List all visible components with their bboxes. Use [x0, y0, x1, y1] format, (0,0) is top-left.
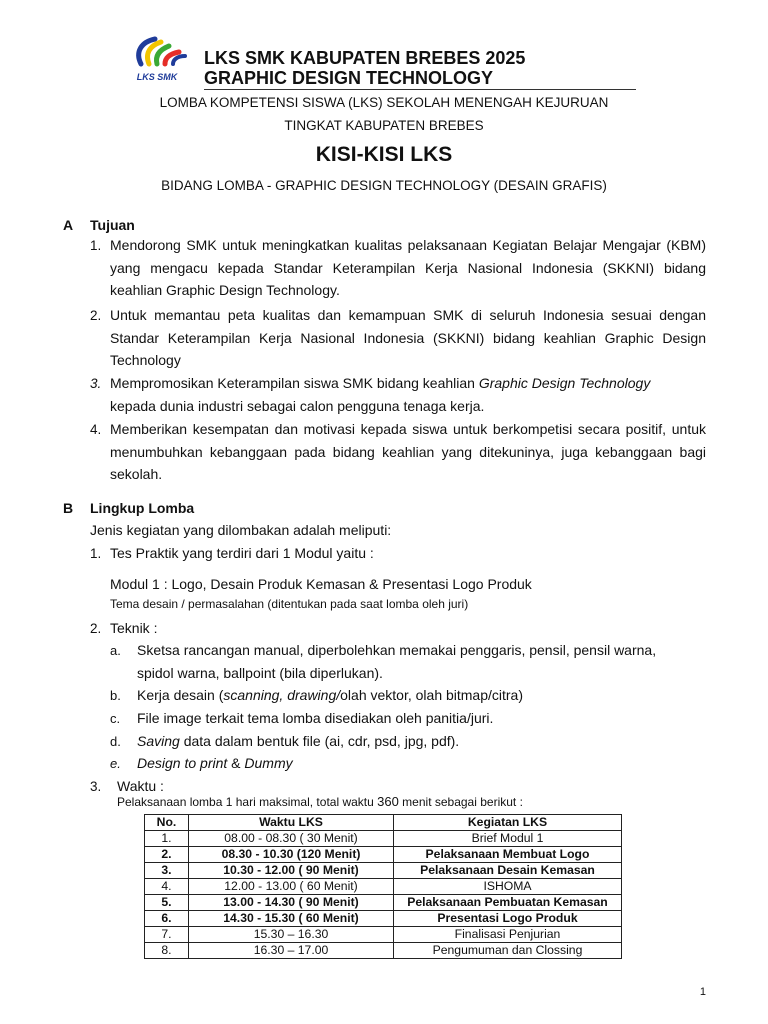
teknik-a-letter: a.	[110, 643, 121, 658]
teknik-e-letter: e.	[110, 756, 121, 771]
teknik-c-letter: c.	[110, 711, 121, 726]
cell-no: 6.	[145, 911, 189, 927]
cell-kegiatan: Finalisasi Penjurian	[394, 927, 622, 943]
cell-kegiatan: Pelaksanaan Desain Kemasan	[394, 863, 622, 879]
teknik-a-text-line1: Sketsa rancangan manual, diperbolehkan memakai penggaris, pensil, pensil warna,	[137, 642, 657, 658]
col-header-kegiatan: Kegiatan LKS	[394, 815, 622, 831]
schedule-body	[145, 831, 622, 959]
subtitle-line1: LOMBA KOMPETENSI SISWA (LKS) SEKOLAH MENENGAH KEJURUAN	[159, 95, 609, 110]
cell-kegiatan: Pelaksanaan Pembuatan Kemasan	[394, 895, 622, 911]
b-item3-text: Waktu :	[117, 778, 164, 794]
table-row	[145, 927, 622, 943]
b-item1-text: Tes Praktik yang terdiri dari 1 Modul yaitu :	[110, 545, 374, 561]
table-row	[145, 943, 622, 959]
cell-kegiatan: Brief Modul 1	[394, 831, 622, 847]
section-a-letter: A	[63, 217, 74, 233]
cell-kegiatan: Pelaksanaan Membuat Logo	[394, 847, 622, 863]
section-b-intro: Jenis kegiatan yang dilombakan adalah meliputi:	[90, 522, 392, 538]
teknik-e-text: Design to print & Dummy	[137, 755, 293, 771]
header-title-line2: GRAPHIC DESIGN TECHNOLOGY	[204, 68, 494, 88]
lks-smk-logo	[127, 36, 191, 84]
cell-waktu: 13.00 - 14.30 ( 90 Menit)	[189, 895, 394, 911]
cell-kegiatan: Pengumuman dan Clossing	[394, 943, 622, 959]
cell-waktu: 16.30 – 17.00	[189, 943, 394, 959]
a-item4-number: 4.	[90, 422, 102, 437]
table-row	[145, 911, 622, 927]
b-item3-number: 3.	[90, 779, 102, 794]
table-row	[145, 863, 622, 879]
cell-kegiatan: ISHOMA	[394, 879, 622, 895]
table-row	[145, 847, 622, 863]
section-a-title: Tujuan	[90, 217, 135, 233]
a-item2-number: 2.	[90, 308, 102, 323]
cell-waktu: 15.30 – 16.30	[189, 927, 394, 943]
table-row	[145, 879, 622, 895]
col-header-no: No.	[145, 815, 189, 831]
teknik-c-text: File image terkait tema lomba disediakan oleh panitia/juri.	[137, 710, 494, 726]
cell-waktu: 14.30 - 15.30 ( 60 Menit)	[189, 911, 394, 927]
table-header-row	[145, 815, 622, 831]
teknik-b-text: Kerja desain (scanning, drawing/olah vektor, olah bitmap/citra)	[137, 687, 524, 703]
b-item1-number: 1.	[90, 546, 102, 561]
cell-waktu: 10.30 - 12.00 ( 90 Menit)	[189, 863, 394, 879]
col-header-waktu: Waktu LKS	[189, 815, 394, 831]
section-b-title: Lingkup Lomba	[90, 500, 195, 516]
teknik-a-text-line2: spidol warna, ballpoint (bila diperlukan).	[137, 665, 383, 681]
cell-no: 5.	[145, 895, 189, 911]
teknik-d-letter: d.	[110, 734, 121, 749]
page-title: KISI-KISI LKS	[315, 143, 453, 166]
a-item3-number: 3.	[90, 376, 102, 391]
cell-no: 8.	[145, 943, 189, 959]
svg-text:LKS SMK: LKS SMK	[136, 72, 178, 82]
a-item1-text: Mendorong SMK untuk meningkatkan kualitas pelaksanaan Kegiatan Belajar Mengajar (KBM) yang mengacu kepada Standar Keterampilan Kerja Nasional Indonesia (SKKNI) bidang keahlian Graphic Design Technology.	[110, 237, 706, 299]
b-item2-text: Teknik :	[110, 620, 158, 636]
waktu-description: Pelaksanaan lomba 1 hari maksimal, total waktu 360 menit sebagai berikut :	[117, 794, 523, 809]
a-item4-text: Memberikan kesempatan dan motivasi kepada siswa untuk berkompetisi secara positif, untuk menumbuhkan kebanggaan pada bidang keahlian yang ditekuninya, juga kebanggaan bagi sekolah.	[110, 421, 706, 483]
teknik-d-text: Saving data dalam bentuk file (ai, cdr, psd, jpg, pdf).	[137, 733, 460, 749]
cell-no: 1.	[145, 831, 189, 847]
logo-graphic	[127, 36, 191, 84]
a-item3-text-line1: Mempromosikan Keterampilan siswa SMK bidang keahlian Graphic Design Technology	[110, 375, 651, 391]
field-title: BIDANG LOMBA - GRAPHIC DESIGN TECHNOLOGY (DESAIN GRAFIS)	[161, 178, 607, 193]
b-item2-number: 2.	[90, 621, 102, 636]
header-divider	[204, 89, 636, 90]
cell-waktu: 08.30 - 10.30 (120 Menit)	[189, 847, 394, 863]
cell-no: 7.	[145, 927, 189, 943]
cell-no: 2.	[145, 847, 189, 863]
a-item1-number: 1.	[90, 238, 102, 253]
subtitle-line2: TINGKAT KABUPATEN BREBES	[284, 118, 484, 133]
teknik-b-letter: b.	[110, 688, 121, 703]
cell-no: 4.	[145, 879, 189, 895]
section-b-letter: B	[63, 500, 74, 516]
table-row	[145, 831, 622, 847]
cell-no: 3.	[145, 863, 189, 879]
cell-waktu: 08.00 - 08.30 ( 30 Menit)	[189, 831, 394, 847]
tema-desain-line: Tema desain / permasalahan (ditentukan pada saat lomba oleh juri)	[110, 597, 469, 611]
modul-1-line: Modul 1 : Logo, Desain Produk Kemasan & Presentasi Logo Produk	[110, 576, 532, 592]
page-number: 1	[699, 986, 706, 998]
a-item2-text: Untuk memantau peta kualitas dan kemampuan SMK di seluruh Indonesia sesuai dengan Standar Keterampilan Kerja Nasional Indonesia (SKKNI) bidang keahlian Graphic Design Technology	[110, 307, 706, 369]
schedule-table	[144, 814, 622, 959]
a-item3-text-line2: kepada dunia industri sebagai calon pengguna tenaga kerja.	[110, 398, 485, 414]
table-row	[145, 895, 622, 911]
header-title-line1: LKS SMK KABUPATEN BREBES 2025	[204, 48, 526, 68]
cell-kegiatan: Presentasi Logo Produk	[394, 911, 622, 927]
cell-waktu: 12.00 - 13.00 ( 60 Menit)	[189, 879, 394, 895]
